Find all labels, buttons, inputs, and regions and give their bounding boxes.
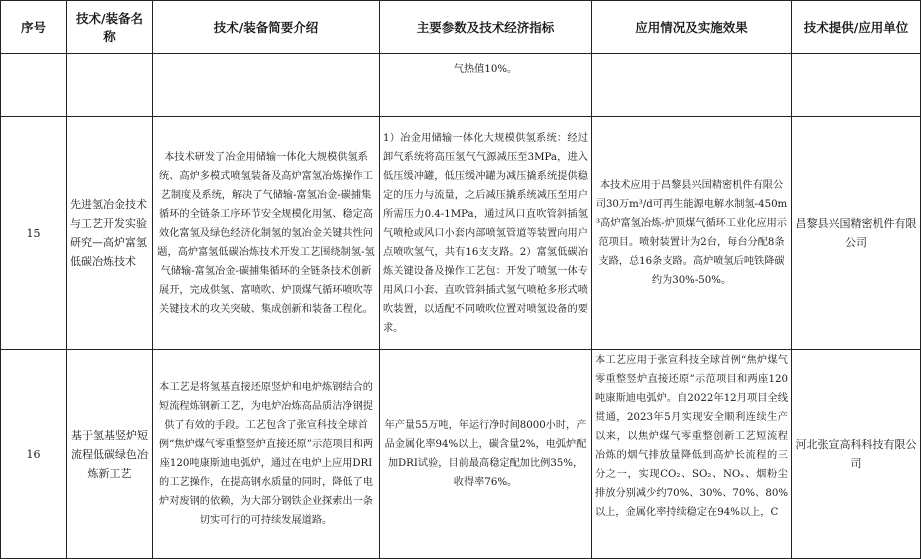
row-provider: 河北张宣高科科技有限公司 xyxy=(792,350,921,559)
continuation-params: 气热值10%。 xyxy=(380,54,592,117)
row-seq: 16 xyxy=(1,350,67,559)
row-application: 本技术应用于昌黎县兴国精密机件有限公司30万m³/d可再生能源电解水制氢-450m³高炉富氢冶炼-炉顶煤气循环工业化应用示范项目。喷射装置计为2台，每台分配8条支路，总16条支路。高炉喷氢后吨铁降碳约为30%-50%。 xyxy=(592,117,792,350)
row-params: 年产量55万吨，年运行净时间8000小时，产品金属化率94%以上，碳含量2%，电弧炉配加DRI试验，目前最高稳定配加比例35%，收得率76%。 xyxy=(380,350,592,559)
header-intro: 技术/装备简要介绍 xyxy=(153,1,380,54)
row-seq: 15 xyxy=(1,117,67,350)
row-application: 本工艺应用于张宣科技全球首例“焦炉煤气零重整竖炉直接还原”示范项目和两座120吨康斯迪电弧炉。自2022年12月项目全线贯通，2023年5月实现安全顺利连续生产以来，以焦炉煤气零重整创新工艺短流程冶炼的烟气排放量降低到高炉长流程的三分之一，实现CO₂、SO₂、NOₓ、烟粉尘排放分别减少约70%、30%、70%、80%以上，金属化率持续稳定在94%以上，C xyxy=(592,350,792,559)
continuation-seq xyxy=(1,54,67,117)
table-row xyxy=(1,117,921,350)
table-row xyxy=(1,350,921,559)
row-params: 1）冶金用储输一体化大规模供氢系统：经过卸气系统将高压氢气气源减压至3MPa，进入低压缓冲罐，低压缓冲罐为减压撬系统提供稳定的压力与流量，之后减压撬系统减压至用户所需压力0.4-1MPa，通过风口直吹管斜插氢气喷枪或风口小套内部喷氢管道等装置向用户点喷吹氢气，共有16支支路。2）富氢低碳冶炼关键设备及操作工艺包：开发了喷氢一体专用风口小套、直吹管斜插式氢气喷枪多形式喷吹装置，以适配不同喷吹位置对喷氢设备的要求。 xyxy=(380,117,592,350)
continuation-row xyxy=(1,54,921,117)
row-intro: 本工艺是将氢基直接还原竖炉和电炉炼钢结合的短流程炼钢新工艺，为电炉冶炼高品质洁净钢提供了有效的手段。工艺包含了张宣科技全球首例“焦炉煤气零重整竖炉直接还原”示范项目和两座120吨康斯迪电弧炉，通过在电炉上应用DRI的工艺操作，在提高钢水质量的同时，降低了电炉对废钢的依赖，为大部分钢铁企业探索出一条切实可行的可持续发展道路。 xyxy=(153,350,380,559)
header-params: 主要参数及技术经济指标 xyxy=(380,1,592,54)
continuation-intro xyxy=(153,54,380,117)
continuation-name xyxy=(67,54,153,117)
row-name: 先进氢冶金技术与工艺开发实验研究—高炉富氢低碳冶炼技术 xyxy=(67,117,153,350)
continuation-application xyxy=(592,54,792,117)
header-application: 应用情况及实施效果 xyxy=(592,1,792,54)
row-provider: 昌黎县兴国精密机件有限公司 xyxy=(792,117,921,350)
row-name: 基于氢基竖炉短流程低碳绿色冶炼新工艺 xyxy=(67,350,153,559)
header-seq: 序号 xyxy=(1,1,67,54)
header-provider: 技术提供/应用单位 xyxy=(792,1,921,54)
continuation-provider xyxy=(792,54,921,117)
header-row xyxy=(1,1,921,54)
header-name: 技术/装备名称 xyxy=(67,1,153,54)
row-intro: 本技术研发了冶金用储输一体化大规模供氢系统、高炉多模式喷氢装备及高炉富氢冶炼操作工艺制度及系统，解决了气储输-富氢冶金-碳捕集循环的全链条工序环节安全规模化用氢、稳定高效化富氢及绿色经济化制氢的氢冶金关键共性问题，高炉富氢低碳冶炼技术开发工艺围绕制氢-氢气储输-富氢冶金-碳捕集循环的全链条技术创新展开，完成供氢、富喷吹、炉顶煤气循环喷吹等关键技术的攻关突破、集成创新和装备工程化。 xyxy=(153,117,380,350)
